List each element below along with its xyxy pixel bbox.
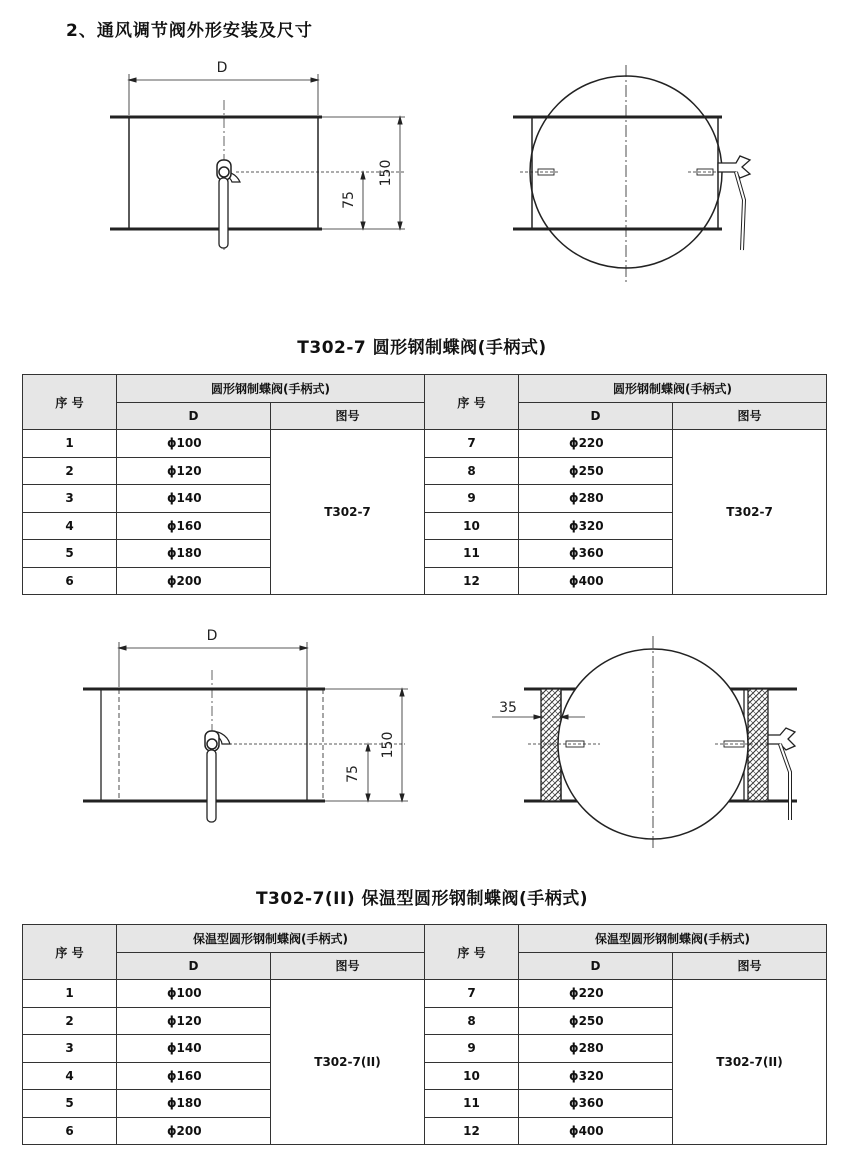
side-view (83, 642, 408, 822)
header-d: D (117, 402, 271, 430)
header-index: 序 号 (425, 925, 519, 980)
table-row: 4 ϕ160 10 ϕ320 (23, 1062, 827, 1090)
drawing-number: T302-7(II) (271, 980, 425, 1145)
table-row: 1 ϕ100 T302-7 7 ϕ220 T302-7 (23, 430, 827, 458)
table1 (22, 374, 827, 595)
drawing-insulated-valve (0, 620, 844, 850)
dim-mid-label: 75 (345, 765, 361, 783)
table-row: 2 ϕ120 8 ϕ250 (23, 457, 827, 485)
drawing-number: T302-7 (673, 430, 827, 595)
header-d: D (117, 952, 271, 980)
table-row: 6 ϕ200 12 ϕ400 (23, 567, 827, 595)
header-group: 圆形钢制蝶阀(手柄式) (519, 375, 827, 403)
header-drawing: 图号 (673, 402, 827, 430)
table1-title: T302-7 圆形钢制蝶阀(手柄式) (297, 338, 547, 358)
header-group: 保温型圆形钢制蝶阀(手柄式) (117, 925, 425, 953)
side-view (110, 74, 405, 250)
table-row: 4 ϕ160 10 ϕ320 (23, 512, 827, 540)
table-row: 1 ϕ100 T302-7(II) 7 ϕ220 T302-7(II) (23, 980, 827, 1008)
table-row: 3 ϕ140 9 ϕ280 (23, 1035, 827, 1063)
drawing-number: T302-7 (271, 430, 425, 595)
drawing-number: T302-7(II) (673, 980, 827, 1145)
dim-width-label: D (216, 60, 228, 76)
table-row: 6 ϕ200 12 ϕ400 (23, 1117, 827, 1145)
header-index: 序 号 (425, 375, 519, 430)
header-group: 圆形钢制蝶阀(手柄式) (117, 375, 425, 403)
table2 (22, 924, 827, 1145)
front-view (492, 636, 797, 850)
header-d: D (519, 402, 673, 430)
dim-insulation-label: 35 (499, 700, 517, 716)
header-drawing: 图号 (673, 952, 827, 980)
dim-height-label: 150 (380, 731, 396, 759)
page-heading: 2、通风调节阀外形安装及尺寸 (66, 21, 313, 41)
dim-height-label: 150 (378, 159, 394, 187)
header-drawing: 图号 (271, 952, 425, 980)
table-row: 5 ϕ180 11 ϕ360 (23, 1090, 827, 1118)
header-drawing: 图号 (271, 402, 425, 430)
drawing-standard-valve (0, 55, 844, 290)
header-index: 序 号 (23, 375, 117, 430)
table-row: 2 ϕ120 8 ϕ250 (23, 1007, 827, 1035)
header-index: 序 号 (23, 925, 117, 980)
table2-title: T302-7(II) 保温型圆形钢制蝶阀(手柄式) (255, 889, 589, 909)
header-group: 保温型圆形钢制蝶阀(手柄式) (519, 925, 827, 953)
front-view (513, 65, 750, 282)
dim-width-label: D (206, 628, 218, 644)
dim-mid-label: 75 (341, 191, 357, 209)
table-row: 3 ϕ140 9 ϕ280 (23, 485, 827, 513)
table-row: 5 ϕ180 11 ϕ360 (23, 540, 827, 568)
header-d: D (519, 952, 673, 980)
